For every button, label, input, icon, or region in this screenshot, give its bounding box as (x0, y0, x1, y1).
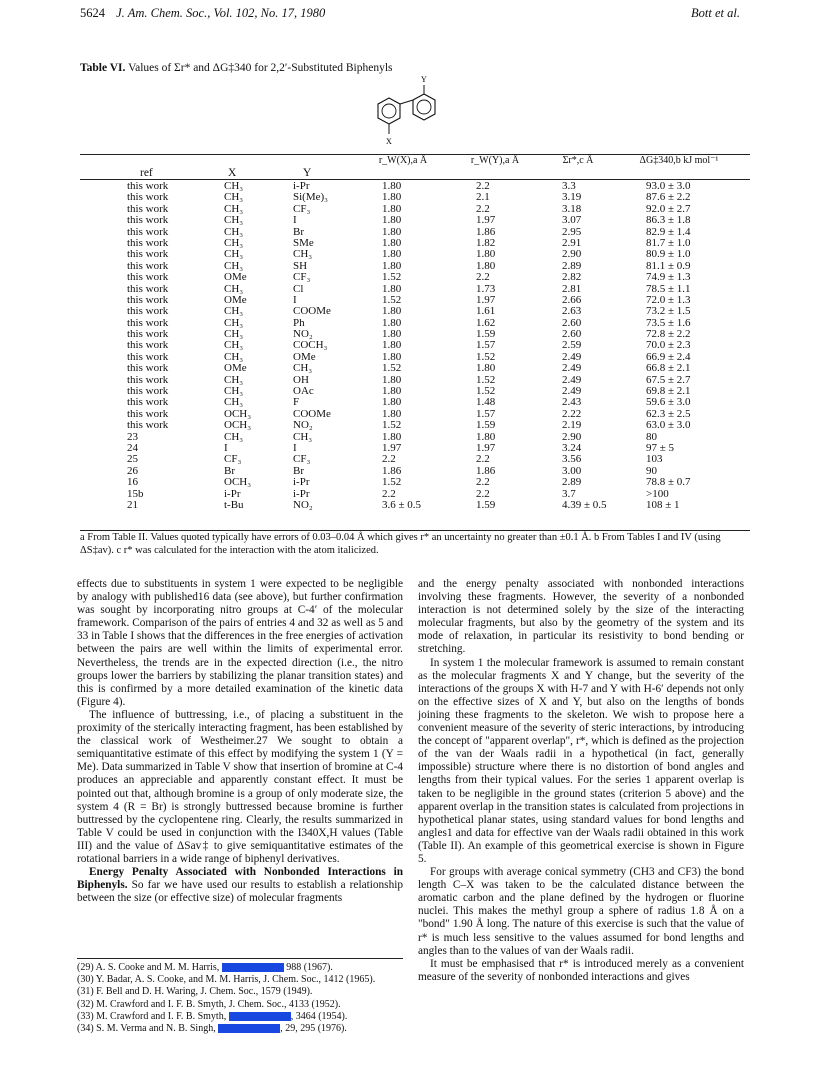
cell-ry: 1.73 (476, 282, 496, 295)
table-row (0, 500, 820, 511)
cell-ref: this work (127, 396, 169, 409)
cell-x: CH₃ (224, 202, 244, 215)
cell-ref: this work (127, 419, 169, 432)
cell-ref: this work (127, 271, 169, 284)
cell-ref: this work (127, 339, 169, 352)
cell-ref: this work (127, 305, 169, 318)
table-row (0, 284, 820, 295)
cell-sum: 2.19 (562, 419, 582, 432)
table-header (0, 155, 820, 179)
table-row (0, 375, 820, 386)
page-number: 5624 (80, 6, 105, 20)
cell-ref: this work (127, 373, 169, 386)
table-row (0, 443, 820, 454)
cell-y: NO₂ (293, 328, 313, 341)
cell-ry: 1.59 (476, 498, 496, 511)
reference-text-tail: 988 (1967). (283, 962, 333, 973)
cell-y: i-Pr (293, 180, 310, 192)
running-head-authors: Bott et al. (691, 6, 740, 20)
table-row (0, 409, 820, 420)
table-row (0, 477, 820, 488)
cell-y: NO₂ (293, 498, 313, 511)
cell-x: CH₃ (224, 191, 244, 204)
cell-x: CH₃ (224, 248, 244, 261)
cell-x: Br (224, 464, 235, 477)
cell-x: OMe (224, 271, 247, 284)
cell-x: CH₃ (224, 180, 244, 192)
cell-x: CH₃ (224, 282, 244, 295)
cell-ry: 1.97 (476, 214, 496, 227)
cell-sum: 3.18 (562, 202, 582, 215)
col-header-x: X (228, 167, 237, 179)
table-row (0, 261, 820, 272)
cell-y: I (293, 441, 297, 454)
cell-ry: 2.2 (476, 453, 490, 466)
cell-rx: 3.6 ± 0.5 (382, 498, 422, 511)
cell-rx: 1.80 (382, 373, 402, 386)
redaction-block (222, 963, 284, 972)
cell-ref: this work (127, 350, 169, 363)
table-row (0, 397, 820, 408)
cell-dg: 66.8 ± 2.1 (646, 362, 691, 375)
table-row (0, 249, 820, 260)
reference-text: (30) Y. Badar, A. S. Cooke, and M. M. Harris, J. Chem. Soc., 1412 (1965). (77, 974, 376, 986)
section-paragraph (77, 866, 403, 905)
reference-item (77, 962, 403, 974)
table-row (0, 420, 820, 431)
cell-rx: 1.80 (382, 282, 402, 295)
structure-label-y: Y (421, 75, 427, 84)
cell-x: CH₃ (224, 350, 244, 363)
reference-item (77, 999, 403, 1011)
cell-rx: 1.80 (382, 350, 402, 363)
cell-y: CH₃ (293, 248, 313, 261)
cell-rx: 1.80 (382, 316, 402, 329)
cell-ref: this work (127, 316, 169, 329)
cell-rx: 1.80 (382, 396, 402, 409)
cell-rx: 1.52 (382, 271, 402, 284)
cell-y: OH (293, 373, 309, 386)
cell-ry: 2.2 (476, 271, 490, 284)
cell-rx: 1.97 (382, 441, 402, 454)
table-row (0, 363, 820, 374)
reference-text: (29) A. S. Cooke and M. M. Harris, (77, 962, 222, 973)
cell-x: CH₃ (224, 339, 244, 352)
cell-ry: 1.52 (476, 373, 496, 386)
cell-ref: this work (127, 214, 169, 227)
cell-dg: 63.0 ± 3.0 (646, 419, 691, 432)
cell-ref: this work (127, 282, 169, 295)
cell-ry: 1.97 (476, 441, 496, 454)
cell-y: Si(Me)₃ (293, 191, 328, 204)
cell-x: I (224, 441, 228, 454)
cell-x: OMe (224, 362, 247, 375)
reference-item (77, 986, 403, 998)
cell-ry: 1.97 (476, 293, 496, 306)
cell-dg: 87.6 ± 2.2 (646, 191, 691, 204)
cell-dg: 108 ± 1 (646, 498, 680, 511)
reference-text-tail: , 29, 295 (1976). (280, 1023, 347, 1035)
cell-ref: this work (127, 259, 169, 272)
cell-sum: 2.49 (562, 362, 582, 375)
section-heading: Energy Penalty Associated with Nonbonded Interactions in Biphenyls. (77, 866, 403, 892)
cell-ry: 2.2 (476, 180, 490, 192)
cell-x: CH₃ (224, 396, 244, 409)
cell-dg: 78.8 ± 0.7 (646, 476, 691, 489)
table-row (0, 272, 820, 283)
body-paragraph: It must be emphasised that r* is introduced merely as a convenient measure of the severity of nonbonded interactions and gives (418, 957, 744, 983)
cell-ref: 24 (127, 441, 138, 454)
cell-ref: this work (127, 293, 169, 306)
cell-y: Ph (293, 316, 305, 329)
cell-x: CH₃ (224, 430, 244, 443)
cell-x: CH₃ (224, 236, 244, 249)
structure-label-x: X (386, 137, 392, 146)
cell-ry: 2.2 (476, 202, 490, 215)
journal-citation: J. Am. Chem. Soc., Vol. 102, No. 17, 1980 (116, 6, 326, 20)
cell-y: Cl (293, 282, 304, 295)
cell-ry: 1.61 (476, 305, 496, 318)
reference-text: (34) S. M. Verma and N. B. Singh, (77, 1023, 219, 1035)
cell-ry: 1.62 (476, 316, 496, 329)
cell-x: OMe (224, 293, 247, 306)
cell-rx: 1.52 (382, 476, 402, 489)
cell-y: SH (293, 259, 308, 272)
table-row (0, 318, 820, 329)
cell-sum: 3.19 (562, 191, 582, 204)
cell-ry: 1.80 (476, 248, 496, 261)
cell-sum: 2.90 (562, 248, 582, 261)
cell-x: CH₃ (224, 385, 244, 398)
cell-rx: 1.80 (382, 248, 402, 261)
cell-ref: this work (127, 180, 169, 192)
reference-text-tail: , 3464 (1954). (290, 1010, 348, 1022)
cell-dg: 73.5 ± 1.6 (646, 316, 691, 329)
cell-rx: 1.80 (382, 407, 402, 420)
cell-ry: 1.86 (476, 225, 496, 238)
cell-dg: 80.9 ± 1.0 (646, 248, 691, 261)
table-caption (80, 62, 393, 74)
reference-text: (32) M. Crawford and I. F. B. Smyth, J. Chem. Soc., 4133 (1952). (77, 998, 341, 1010)
cell-sum: 3.7 (562, 487, 576, 500)
cell-ry: 1.80 (476, 362, 496, 375)
cell-x: CH₃ (224, 316, 244, 329)
reference-item (77, 974, 403, 986)
cell-sum: 3.24 (562, 441, 582, 454)
cell-rx: 1.52 (382, 362, 402, 375)
reference-text: (33) M. Crawford and I. F. B. Smyth, (77, 1010, 229, 1022)
section-text: So far we have used our results to establish a relationship between the size (or effective size) of molecular fragments (77, 879, 404, 905)
cell-dg: 90 (646, 464, 657, 477)
table-label: Table VI. (80, 62, 126, 74)
cell-ref: 26 (127, 464, 138, 477)
cell-dg: 59.6 ± 3.0 (646, 396, 691, 409)
table-row (0, 352, 820, 363)
cell-ry: 2.2 (476, 487, 490, 500)
cell-rx: 1.80 (382, 385, 402, 398)
cell-y: COCH₃ (293, 339, 328, 352)
cell-dg: 62.3 ± 2.5 (646, 407, 691, 420)
cell-ref: this work (127, 225, 169, 238)
cell-ry: 1.48 (476, 396, 496, 409)
table-footnote: a From Table II. Values quoted typically have errors of 0.03–0.04 Å which gives r* an uncertainty no greater than ±0.1 Å. b From Tables I and IV (using ΔS‡av). c r* was calculated for the interaction with the atom italicized. (80, 532, 721, 556)
body-paragraph: The influence of buttressing, i.e., of placing a substituent in the proximity of the sterically interacting fragment, has been established by the classical work of Westheimer.27 We sought to obtain a semiquantitative estimate of this effect by modifying the system 1 (Y = Me). Data summarized in Table V show that insertion of bromine at C-4 produces an appreciable and apparently constant effect. It must be pointed out that, although bromine is a group of only moderate size, the system 4 (R = Br) is strongly buttressed because bromine is further buttressed by the cyclopentene ring. Clearly, the results summarized in Table V could be used in conjunction with the I340X,H values (Table III) and the value of ΔSav‡ to give semiquantitative estimates of the rotational barriers in a wide range of biphenyl derivatives. (77, 708, 403, 865)
reference-text: (31) F. Bell and D. H. Waring, J. Chem. Soc., 1579 (1949). (77, 986, 313, 998)
cell-dg: 73.2 ± 1.5 (646, 305, 691, 318)
cell-rx: 1.80 (382, 236, 402, 249)
cell-ry: 1.80 (476, 259, 496, 272)
cell-sum: 2.60 (562, 316, 582, 329)
table-row (0, 386, 820, 397)
cell-ref: this work (127, 385, 169, 398)
cell-sum: 2.49 (562, 385, 582, 398)
cell-sum: 4.39 ± 0.5 (562, 498, 607, 511)
cell-x: OCH₃ (224, 476, 252, 489)
cell-y: i-Pr (293, 476, 310, 489)
cell-sum: 3.3 (562, 180, 576, 192)
cell-ref: 25 (127, 453, 138, 466)
cell-y: CF₃ (293, 271, 311, 284)
table-row (0, 306, 820, 317)
body-paragraph: In system 1 the molecular framework is assumed to remain constant as the molecular fragments X and Y change, but the severity of the interactions of the groups X with H-7 and Y with H-6′ depends not only on the effective sizes of X and Y, but also on the lengths of bonds joining these fragments to the skeleton. We wish to propose here a convenient measure of the severity of steric interactions, by introducing the concept of "apparent overlap", r*, which is defined as the projection of the van der Waals radii in a hypothetical (in fact, generally impossible) structure where there is no distortion of bond angles and lengths from their typical values. For the series 1 apparent overlap is taken to be negligible in the ground states (criterion 5 above) and the apparent overlap in the transition states is calculated from projections in hypothetical planar states, using standard values for bond lengths and angles1 and data for effective van der Waals radii obtained in this work (Table II). An example of this geometrical exercise is shown in Figure 5. (418, 656, 744, 865)
cell-dg: 70.0 ± 2.3 (646, 339, 691, 352)
cell-dg: 97 ± 5 (646, 441, 675, 454)
table-row (0, 192, 820, 203)
cell-dg: 72.8 ± 2.2 (646, 328, 691, 341)
cell-ref: 16 (127, 476, 138, 489)
cell-sum: 2.49 (562, 350, 582, 363)
table-row (0, 238, 820, 249)
cell-dg: 80 (646, 430, 657, 443)
cell-ref: this work (127, 328, 169, 341)
body-paragraph: For groups with average conical symmetry (CH3 and CF3) the bond length C–X was taken to be the calculated distance between the aromatic carbon and the plane defined by the hydrogen or fluorine nuclei. This makes the methyl group a sphere of radius 1.8 Å on a "bond" 1.90 Å long. The nature of this exercise is such that the value of r* is much less sensitive to the values assumed for bond lengths and angles than to the values of van der Waals radii. (418, 866, 744, 957)
col-header-sum: Σr*,c Å (562, 155, 594, 166)
cell-ref: this work (127, 191, 169, 204)
cell-ref: 21 (127, 498, 138, 511)
cell-sum: 3.56 (562, 453, 582, 466)
cell-sum: 2.59 (562, 339, 582, 352)
cell-ry: 1.59 (476, 419, 496, 432)
cell-y: i-Pr (293, 487, 310, 500)
cell-y: SMe (293, 236, 314, 249)
cell-ry: 1.59 (476, 328, 496, 341)
cell-ref: this work (127, 407, 169, 420)
cell-sum: 2.95 (562, 225, 582, 238)
cell-rx: 2.2 (382, 453, 396, 466)
table-row (0, 454, 820, 465)
cell-sum: 3.07 (562, 214, 582, 227)
cell-x: CH₃ (224, 259, 244, 272)
cell-sum: 2.90 (562, 430, 582, 443)
table-row (0, 181, 820, 192)
cell-y: Br (293, 225, 304, 238)
cell-rx: 1.80 (382, 328, 402, 341)
table-row (0, 215, 820, 226)
cell-ref: this work (127, 202, 169, 215)
cell-dg: 74.9 ± 1.3 (646, 271, 691, 284)
cell-y: CF₃ (293, 202, 311, 215)
cell-sum: 2.22 (562, 407, 582, 420)
cell-ry: 1.52 (476, 350, 496, 363)
biphenyl-structure-diagram (362, 74, 456, 148)
cell-dg: >100 (646, 487, 669, 500)
cell-sum: 2.63 (562, 305, 582, 318)
cell-dg: 69.8 ± 2.1 (646, 385, 691, 398)
cell-y: CH₃ (293, 362, 313, 375)
cell-ry: 1.86 (476, 464, 496, 477)
cell-ry: 1.57 (476, 407, 496, 420)
cell-sum: 2.89 (562, 476, 582, 489)
cell-sum: 2.91 (562, 236, 582, 249)
col-header-ref: ref (140, 167, 153, 179)
table-row (0, 432, 820, 443)
cell-x: CH₃ (224, 225, 244, 238)
redaction-block (229, 1012, 291, 1021)
cell-rx: 1.52 (382, 293, 402, 306)
cell-sum: 2.49 (562, 373, 582, 386)
cell-y: COOMe (293, 305, 331, 318)
cell-ref: 23 (127, 430, 138, 443)
cell-rx: 1.80 (382, 180, 402, 192)
cell-dg: 82.9 ± 1.4 (646, 225, 691, 238)
cell-ry: 1.57 (476, 339, 496, 352)
cell-dg: 93.0 ± 3.0 (646, 180, 691, 192)
cell-rx: 1.80 (382, 305, 402, 318)
cell-y: CH₃ (293, 430, 313, 443)
cell-sum: 2.60 (562, 328, 582, 341)
table-row (0, 466, 820, 477)
table-row (0, 227, 820, 238)
reference-item (77, 1023, 403, 1035)
table-bottom-rule (80, 530, 750, 531)
cell-rx: 1.80 (382, 259, 402, 272)
cell-rx: 1.80 (382, 214, 402, 227)
table-body (0, 181, 820, 511)
table-row (0, 340, 820, 351)
cell-rx: 1.80 (382, 339, 402, 352)
cell-x: CF₃ (224, 453, 242, 466)
col-header-rx: r_W(X),a Å (378, 155, 428, 166)
cell-sum: 2.82 (562, 271, 582, 284)
cell-dg: 78.5 ± 1.1 (646, 282, 691, 295)
col-header-dg: ΔG‡340,b kJ mol⁻¹ (639, 155, 719, 166)
cell-y: OMe (293, 350, 316, 363)
cell-rx: 1.80 (382, 191, 402, 204)
cell-ref: this work (127, 236, 169, 249)
cell-sum: 2.81 (562, 282, 582, 295)
cell-rx: 1.86 (382, 464, 402, 477)
cell-ry: 1.82 (476, 236, 496, 249)
cell-sum: 2.43 (562, 396, 582, 409)
references-rule (77, 958, 403, 959)
cell-dg: 67.5 ± 2.7 (646, 373, 691, 386)
cell-x: i-Pr (224, 487, 241, 500)
cell-ry: 2.1 (476, 191, 490, 204)
body-paragraph: effects due to substituents in system 1 were expected to be negligible by analogy with published16 data (see above), but further confirmation was sought by incorporating nitro groups at C-4′ of the molecular framework. Comparison of the pairs of entries 4 and 32 as well as 5 and 33 in Table I shows that the differences in the free energies of activation between the pairs are well within the limits of experimental error. Nevertheless, the trends are in the expected direction (i.e., the nitro groups lower the barriers by stabilizing the planar transition states) and this is confirmed by a more detailed examination of the kinetic data (Figure 4). (77, 578, 403, 708)
body-paragraph: and the energy penalty associated with nonbonded interactions involving these fragments. However, the severity of a nonbonded interaction is not determined solely by the size of the interacting molecular fragments, but also by the geometry of the system and its mode of relaxation, in particular its resistivity to bond bending or stretching. (418, 578, 744, 656)
body-column-right (418, 578, 744, 984)
cell-y: CF₃ (293, 453, 311, 466)
cell-y: OAc (293, 385, 314, 398)
cell-y: NO₂ (293, 419, 313, 432)
cell-dg: 81.1 ± 0.9 (646, 259, 691, 272)
body-column-left (77, 578, 403, 905)
redaction-block (218, 1024, 280, 1033)
cell-dg: 92.0 ± 2.7 (646, 202, 691, 215)
cell-rx: 1.80 (382, 202, 402, 215)
cell-y: F (293, 396, 300, 409)
table-row (0, 329, 820, 340)
cell-dg: 103 (646, 453, 663, 466)
table-title: Values of Σr* and ΔG‡340 for 2,2′-Substituted Biphenyls (128, 62, 393, 74)
reference-item (77, 1011, 403, 1023)
references-list (77, 962, 403, 1035)
cell-y: COOMe (293, 407, 331, 420)
table-row (0, 204, 820, 215)
cell-x: CH₃ (224, 373, 244, 386)
cell-dg: 86.3 ± 1.8 (646, 214, 691, 227)
cell-ref: this work (127, 362, 169, 375)
cell-y: Br (293, 464, 304, 477)
cell-y: I (293, 293, 297, 306)
cell-ref: 15b (127, 487, 144, 500)
cell-ref: this work (127, 248, 169, 261)
table-row (0, 295, 820, 306)
cell-x: CH₃ (224, 305, 244, 318)
running-head-left (80, 6, 325, 21)
cell-sum: 2.66 (562, 293, 582, 306)
cell-x: CH₃ (224, 214, 244, 227)
cell-dg: 66.9 ± 2.4 (646, 350, 691, 363)
cell-ry: 1.80 (476, 430, 496, 443)
cell-dg: 72.0 ± 1.3 (646, 293, 691, 306)
cell-sum: 3.00 (562, 464, 582, 477)
col-header-ry: r_W(Y),a Å (470, 155, 520, 166)
cell-y: I (293, 214, 297, 227)
cell-x: t-Bu (224, 498, 244, 511)
cell-sum: 2.89 (562, 259, 582, 272)
cell-x: OCH₃ (224, 407, 252, 420)
cell-rx: 2.2 (382, 487, 396, 500)
running-head (80, 6, 740, 26)
cell-x: OCH₃ (224, 419, 252, 432)
cell-rx: 1.80 (382, 225, 402, 238)
cell-ry: 2.2 (476, 476, 490, 489)
cell-x: CH₃ (224, 328, 244, 341)
cell-rx: 1.80 (382, 430, 402, 443)
cell-dg: 81.7 ± 1.0 (646, 236, 691, 249)
cell-rx: 1.52 (382, 419, 402, 432)
col-header-y: Y (303, 167, 312, 179)
cell-ry: 1.52 (476, 385, 496, 398)
